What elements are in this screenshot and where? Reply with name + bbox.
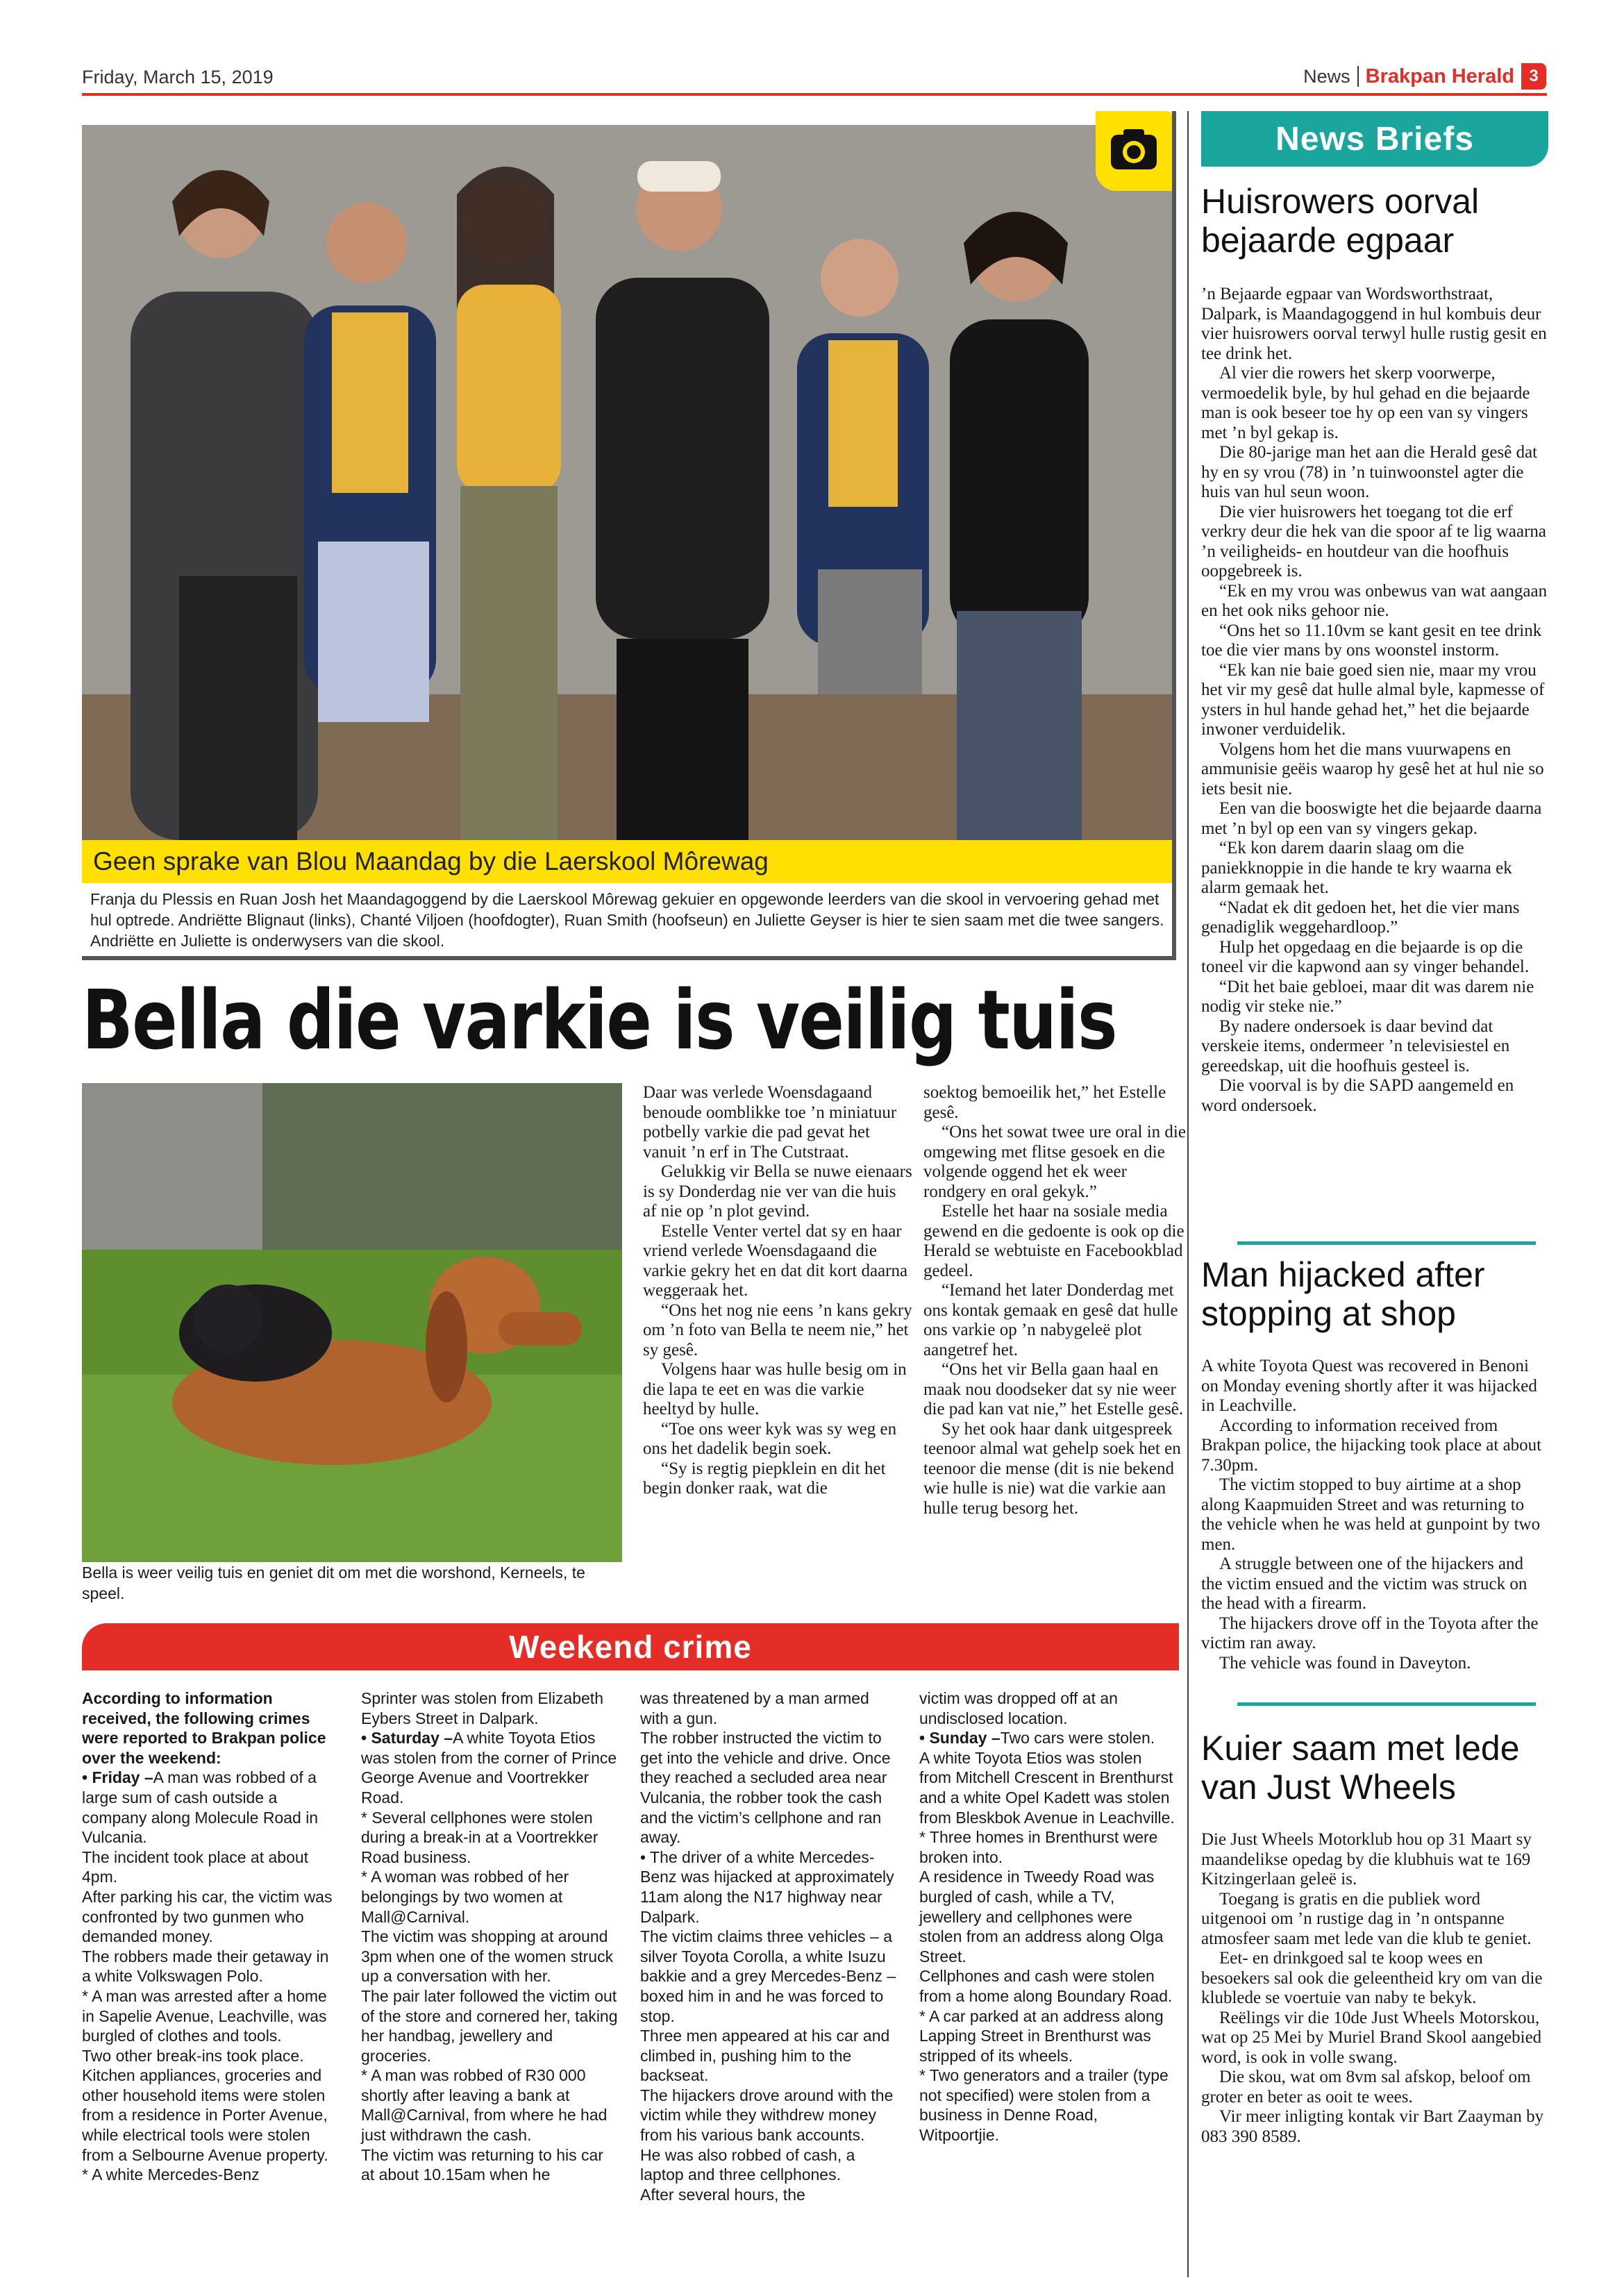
paragraph: Daar was verlede Woensdagaand benoude oomblikke toe ’n miniatuur potbelly varkie die pad gevat het vanuit ’n erf in The Cutstraat. (643, 1083, 897, 1162)
paragraph: Hulp het opgedaag en die bejaarde is op die toneel vir die kapwond aan sy vinger behandel. (1201, 937, 1530, 976)
crime-item: The pair later followed the victim out of the store and cornered her, taking her handbag, jewellery and groceries. (361, 1986, 618, 2065)
paragraph: “Ons het sowat twee ure oral in die omgewing met flitse gesoek en die volgende oggend het ek weer rondgery en oral gekyk.” (923, 1123, 1186, 1201)
crime-item: victim was dropped off at an undisclosed location. (919, 1689, 1118, 1727)
brief-3-body (1201, 1830, 1548, 2147)
bella-column-2 (923, 1083, 1189, 1518)
paragraph: Die 80-jarige man het aan die Herald gesê dat hy en sy vrou (78) in ’n tuinwoonstel agter die huis van hul seun woon. (1201, 443, 1538, 501)
paragraph: Reëlings vir die 10de Just Wheels Motorskou, wat op 25 Mei by Muriel Brand Skool aangebied word, is ook in volle swang. (1201, 2008, 1542, 2067)
paragraph: A struggle between one of the hijackers and the victim ensued and the victim was struck on the head with a firearm. (1201, 1555, 1527, 1613)
crime-intro: According to information received, the following crimes were reported to Brakpan police over the weekend: (82, 1689, 326, 1767)
paragraph: “Ons het nog nie eens ’n kans gekry om ’n foto van Bella te neem nie,” het sy gesê. (643, 1300, 912, 1359)
paragraph: Die skou, wat om 8vm sal afskop, beloof om groter en beter as ooit te wees. (1201, 2068, 1531, 2106)
paragraph: A white Toyota Quest was recovered in Benoni on Monday evening shortly after it was hijacked in Leachville. (1201, 1357, 1537, 1415)
paragraph: “Toe ons weer kyk was sy weg en ons het dadelik begin soek. (643, 1419, 897, 1458)
bella-column-1 (643, 1083, 914, 1499)
paragraph: “Dit het baie gebloei, maar dit was darem nie nodig vir steke nie.” (1201, 977, 1534, 1016)
paragraph: Estelle het haar na sosiale media gewend en die gedoente is ook op die Herald se webtuiste en Facebookblad gedeel. (923, 1202, 1184, 1280)
crime-item: • Saturday –A white Toyota Etios was stolen from the corner of Prince George Avenue and Voortrekker Road. (361, 1729, 617, 1807)
brief-2-body (1201, 1357, 1548, 1673)
story-headline: Bella die varkie is veilig tuis (82, 972, 1117, 1068)
paragraph: Die vier huisrowers het toegang tot die erf verkry deur die hek van die spoor af te lig waarna ’n veiligheids- en houtdeur van die hoofhuis oopgebreek is. (1201, 502, 1547, 580)
crime-item: Three men appeared at his car and climbed in, pushing him to the backseat. (640, 2027, 890, 2085)
section-label: News (1303, 65, 1350, 87)
crime-item: was threatened by a man armed with a gun. (640, 1689, 869, 1727)
paragraph: “Nadat ek dit gedoen het, het die vier mans genadiglik weggehardloop.” (1201, 898, 1520, 937)
crime-item: * A man was arrested after a home in Sapelie Avenue, Leachville, was burgled of clothes and tools. (82, 1986, 327, 2045)
page-header-right (1303, 62, 1546, 90)
paragraph: Vir meer inligting kontak vir Bart Zaayman by 083 390 8589. (1201, 2107, 1544, 2146)
crime-item: The victim claims three vehicles – a silver Toyota Corolla, a white Isuzu bakkie and a grey Mercedes-Benz – boxed him in and he was forced to stop. (640, 1927, 896, 2025)
photo-caption-body: Franja du Plessis en Ruan Josh het Maandagoggend by die Laerskool Môrewag gekuier en opgewonde leerders van die skool in vervoering gehad met hul optrede. Andriëtte Blignaut (links), Chanté Viljoen (hoofdogter), Ruan Smith (hoofseun) en Juliette Geyser is hier te sien saam met die twee sangers. Andriëtte en Juliette is onderwysers van die skool. (90, 890, 1164, 950)
crime-item: The robbers made their getaway in a white Volkswagen Polo. (82, 1947, 329, 1986)
paragraph: Eet- en drinkgoed sal te koop wees en besoekers sal ook die geleentheid kry om van die klublede se voertuie van naby te bekyk. (1201, 1949, 1543, 2007)
brief-1-headline: Huisrowers oorval bejaarde egpaar (1201, 182, 1480, 260)
crime-column-2 (361, 1689, 619, 2185)
photo-caption-title: Geen sprake van Blou Maandag by die Laerskool Môrewag (82, 840, 1172, 883)
paragraph: Estelle Venter vertel dat sy en haar vriend verlede Woensdagaand die varkie gekry het en dat dit kort daarna weggeraak het. (643, 1221, 908, 1300)
photo-frame-shadow-bottom (82, 956, 1176, 960)
paragraph: Die voorval is by die SAPD aangemeld en word ondersoek. (1201, 1076, 1514, 1115)
paragraph: soektog bemoeilik het,” het Estelle gesê. (923, 1083, 1166, 1122)
paragraph: “Ek kon darem daarin slaag om die paniekknoppie in die hande te kry waarna ek alarm gemaak het. (1201, 839, 1512, 897)
crime-item: The victim was returning to his car at about 10.15am when he (361, 2145, 603, 2184)
crime-item: • Sunday –Two cars were stolen. (919, 1729, 1155, 1748)
paragraph: ’n Bejaarde egpaar van Wordsworthstraat, Dalpark, is Maandagoggend in hul kombuis deur vier huisrowers oorval terwyl hulle rustig gesit en tee drink het. (1201, 285, 1547, 363)
paragraph: Al vier die rowers het skerp voorwerpe, vermoedelik byle, by hul gehad en die bejaarde man is ook beseer toe hy op een van sy vingers met ’n byl gekap is. (1201, 364, 1530, 442)
crime-item: The victim was shopping at around 3pm when one of the women struck up a conversation with her. (361, 1927, 614, 1986)
group-photo (82, 125, 1172, 840)
crime-item: A residence in Tweedy Road was burgled of cash, while a TV, jewellery and cellphones were stolen from an address along Olga Street. (919, 1868, 1164, 1966)
paragraph: “Ek kan nie baie goed sien nie, maar my vrou het vir my gesê dat hulle almal byle, kapmesse of ysters in hul hande gehad het,” het die bejaarde inwoner verduidelik. (1201, 660, 1545, 739)
paragraph: Sy het ook haar dank uitgespreek teenoor almal wat gehelp soek het en teenoor die mense (dit is nie bekend wie hulle is nie) wat die varkie aan hulle terug besorg het. (923, 1419, 1181, 1518)
crime-item: • The driver of a white Mercedes-Benz was hijacked at approximately 11am along the N17 highway near Dalpark. (640, 1847, 894, 1926)
crime-item: • Friday –A man was robbed of a large sum of cash outside a company along Molecule Road in Vulcania. (82, 1768, 319, 1847)
crime-column-3 (640, 1689, 898, 2204)
crime-item: Two other break-ins took place. Kitchen appliances, groceries and other household items were stolen from a residence in Porter Avenue, while electrical tools were stolen from a Selbourne Avenue property. (82, 2046, 328, 2164)
paragraph: “Ons het vir Bella gaan haal en maak nou doodseker dat sy nie weer die pad kan vat nie,” het Estelle gesê. (923, 1360, 1184, 1418)
crime-item: * A white Mercedes-Benz (82, 2165, 260, 2184)
dog-and-pig-photo (82, 1083, 622, 1562)
crime-column-1 (82, 1689, 340, 2185)
paragraph: Volgens hom het die mans vuurwapens en ammunisie geëis waarop hy gesê het at hul nie so iets besit nie. (1201, 739, 1544, 798)
camera-icon (1108, 125, 1160, 174)
paragraph: The victim stopped to buy airtime at a shop along Kaapmuiden Street and was returning to the vehicle when he was held at gunpoint by two men. (1201, 1475, 1541, 1554)
paragraph: The vehicle was found in Daveyton. (1219, 1653, 1471, 1673)
paragraph: “Ek en my vrou was onbewus van wat aangaan en het ook niks gehoor nie. (1201, 581, 1548, 620)
paragraph: “Sy is regtig piepklein en dit het begin donker raak, wat die (643, 1459, 886, 1498)
paragraph: Volgens haar was hulle besig om in die lapa te eet en was die varkie heeltyd by hulle. (643, 1360, 907, 1418)
crime-item: After several hours, the (640, 2185, 805, 2204)
brief-3-headline: Kuier saam met lede van Just Wheels (1201, 1729, 1520, 1807)
crime-item: * Two generators and a trailer (type not specified) were stolen from a business in Denne Road, Witpoortjie. (919, 2066, 1169, 2145)
column-divider (1187, 111, 1189, 2277)
brief-separator (1237, 1241, 1536, 1245)
crime-item: A white Toyota Etios was stolen from Mitchell Crescent in Brenthurst and a white Opel Kadett was stolen from Bleskbok Avenue in Leachville. (919, 1748, 1175, 1827)
brief-1-body (1201, 285, 1548, 1116)
weekend-crime-banner: Weekend crime (82, 1623, 1179, 1670)
brief-2-headline: Man hijacked after stopping at shop (1201, 1255, 1485, 1333)
paragraph: By nadere ondersoek is daar bevind dat verskeie items, ondermeer ’n televisiestel en gereedskap, uit die hoofhuis gesteel is. (1201, 1016, 1510, 1075)
news-briefs-banner: News Briefs (1201, 111, 1548, 167)
crime-item: The incident took place at about 4pm. (82, 1847, 309, 1886)
crime-item: * A man was robbed of R30 000 shortly after leaving a bank at Mall@Carnival, from where he had just withdrawn the cash. (361, 2066, 608, 2145)
crime-item: After parking his car, the victim was confronted by two gunmen who demanded money. (82, 1887, 333, 1946)
crime-item: * A woman was robbed of her belongings by two women at Mall@Carnival. (361, 1868, 569, 1926)
issue-date: Friday, March 15, 2019 (82, 67, 274, 87)
paragraph: Toegang is gratis en die publiek word uitgenooi om ’n rustige dag in ’n ontspanne atmosfeer saam met lede van die klub te geniet. (1201, 1889, 1532, 1948)
crime-item: * Several cellphones were stolen during a break-in at a Voortrekker Road business. (361, 1808, 598, 1866)
crime-item: Sprinter was stolen from Elizabeth Eybers Street in Dalpark. (361, 1689, 603, 1727)
crime-item: * A car parked at an address along Lapping Street in Brenthurst was stripped of its wheels. (919, 2006, 1164, 2065)
crime-item: He was also robbed of cash, a laptop and three cellphones. (640, 2145, 855, 2184)
paragraph: “Ons het so 11.10vm se kant gesit en tee drink toe die vier mans by ons woonstel instorm. (1201, 621, 1542, 660)
brief-separator (1237, 1702, 1536, 1706)
paragraph: Gelukkig vir Bella se nuwe eienaars is sy Donderdag nie ver van die huis af nie op ’n plot gevind. (643, 1162, 912, 1221)
header-rule (82, 93, 1547, 96)
paragraph: “Iemand het later Donderdag met ons kontak gemaak en gesê dat hulle ons varkie op ’n nabygeleë plot aangetref het. (923, 1281, 1178, 1359)
page-number: 3 (1521, 63, 1546, 90)
dog-photo-caption: Bella is weer veilig tuis en geniet dit om met die worshond, Kerneels, te speel. (82, 1564, 585, 1602)
paragraph: According to information received from Brakpan police, the hijacking took place at about 7.30pm. (1201, 1416, 1542, 1475)
paragraph: Die Just Wheels Motorklub hou op 31 Maart sy maandelikse opedag by die klubhuis wat te 169 Kitzingerlaan geleë is. (1201, 1830, 1532, 1888)
brand-name: Brakpan Herald (1365, 65, 1514, 87)
crime-item: The robber instructed the victim to get into the vehicle and drive. Once they reached a secluded area near Vulcania, the robber took the cash and the victim’s cellphone and ran away. (640, 1729, 891, 1847)
paragraph: Een van die booswigte het die bejaarde daarna met ’n byl op een van sy vingers gekap. (1201, 799, 1542, 838)
crime-item: The hijackers drove around with the victim while they withdrew money from his various bank accounts. (640, 2086, 894, 2145)
paragraph: The hijackers drove off in the Toyota after the victim ran away. (1201, 1614, 1539, 1652)
header-divider (1357, 66, 1359, 87)
crime-item: Cellphones and cash were stolen from a home along Boundary Road. (919, 1967, 1173, 2005)
crime-column-4 (919, 1689, 1178, 2145)
crime-item: * Three homes in Brenthurst were broken into. (919, 1828, 1158, 1866)
photo-frame-shadow-right (1172, 111, 1176, 958)
